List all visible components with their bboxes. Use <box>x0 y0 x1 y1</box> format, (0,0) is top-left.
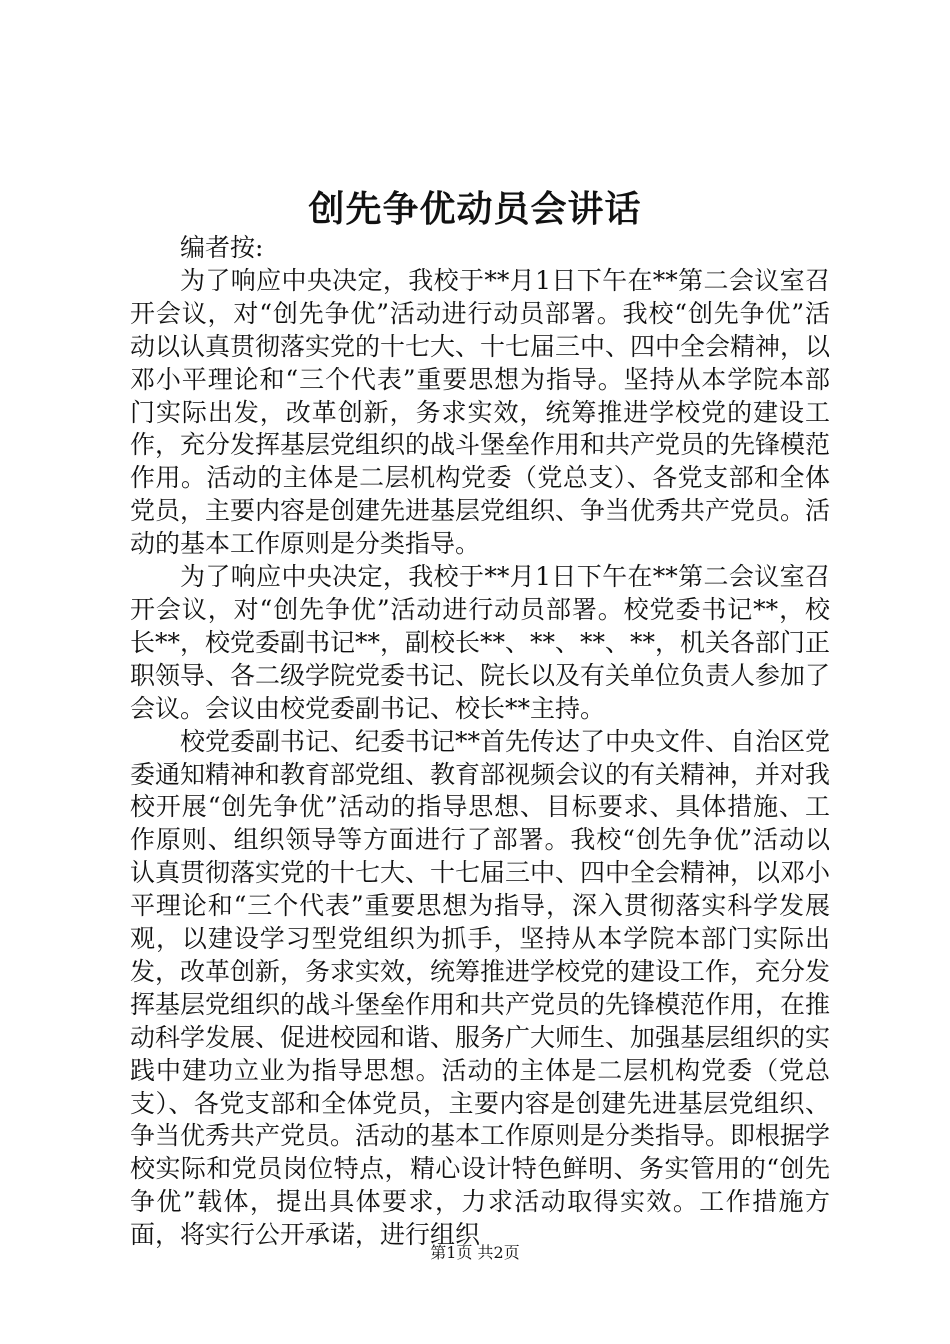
paragraph-3: 校党委副书记、纪委书记**首先传达了中央文件、自治区党委通知精神和教育部党组、教育部视频会议的有关精神，并对我校开展“创先争优”活动的指导思想、目标要求、具体措施、工作原则、组织领导等方面进行了部署。我校“创先争优”活动以认真贯彻落实党的十七大、十七届三中、四中全会精神，以邓小平理论和“三个代表”重要思想为指导，深入贯彻落实科学发展观，以建设学习型党组织为抓手，坚持从本学院本部门实际出发，改革创新，务求实效，统筹推进学校党的建设工作，充分发挥基层党组织的战斗堡垒作用和共产党员的先锋模范作用，在推动科学发展、促进校园和谐、服务广大师生、加强基层组织的实践中建功立业为指导思想。活动的主体是二层机构党委（党总支）、各党支部和全体党员，主要内容是创建先进基层党组织、争当优秀共产党员。活动的基本工作原则是分类指导。即根据学校实际和党员岗位特点，精心设计特色鲜明、务实管用的“创先争优”载体，提出具体要求，力求活动取得实效。工作措施方面，将实行公开承诺，进行组织 <box>130 726 831 1250</box>
editor-note-label: 编者按: <box>180 233 264 262</box>
paragraph-2: 为了响应中央决定，我校于**月1日下午在**第二会议室召开会议，对“创先争优”活动进行动员部署。校党委书记**，校长**，校党委副书记**，副校长**、**、**、**，机关各部门正职领导、各二级学院党委书记、院长以及有关单位负责人参加了会议。会议由校党委副书记、校长**主持。 <box>130 562 831 723</box>
paragraph-1: 为了响应中央决定，我校于**月1日下午在**第二会议室召开会议，对“创先争优”活动进行动员部署。我校“创先争优”活动以认真贯彻落实党的十七大、十七届三中、四中全会精神，以邓小平理论和“三个代表”重要思想为指导。坚持从本学院本部门实际出发，改革创新，务求实效，统筹推进学校党的建设工作，充分发挥基层党组织的战斗堡垒作用和共产党员的先锋模范作用。活动的主体是二层机构党委（党总支）、各党支部和全体党员，主要内容是创建先进基层党组织、争当优秀共产党员。活动的基本工作原则是分类指导。 <box>130 265 831 559</box>
page-number-footer: 第1页 共2页 <box>430 1243 520 1262</box>
document-body <box>130 232 830 1252</box>
document-title: 创先争优动员会讲话 <box>308 188 642 230</box>
